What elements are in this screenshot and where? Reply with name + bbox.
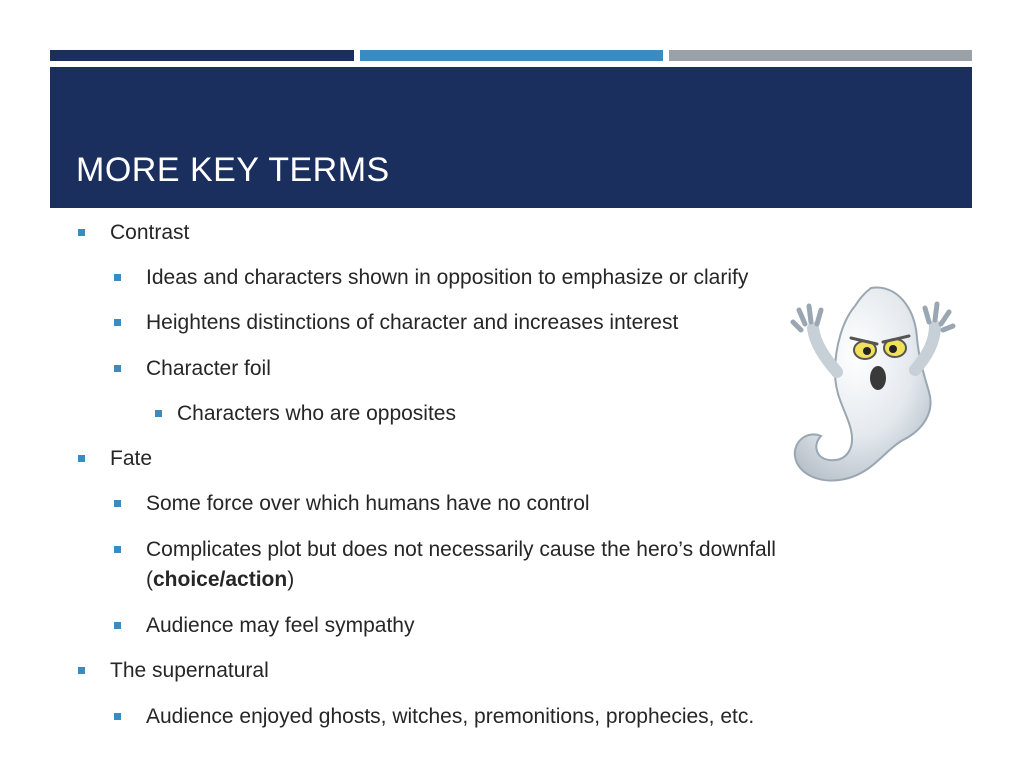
bullet-text: Character foil: [146, 357, 271, 380]
bullet-marker: [114, 365, 121, 372]
bullet-text: Complicates plot but does not necessarily cause the hero’s downfall (: [146, 538, 776, 591]
bullet-item-contrast: [110, 218, 189, 248]
bullet-marker: [114, 546, 121, 553]
bullet-marker: [114, 500, 121, 507]
bullet-marker: [78, 455, 85, 462]
bullet-marker: [114, 713, 121, 720]
bullet-text: The supernatural: [110, 659, 269, 682]
bullet-text: Audience enjoyed ghosts, witches, premonitions, prophecies, etc.: [146, 705, 755, 728]
bullet-text: Ideas and characters shown in opposition to emphasize or clarify: [146, 266, 749, 289]
bullet-item: [177, 399, 456, 429]
bullet-marker: [114, 622, 121, 629]
bullet-item: [146, 354, 866, 384]
bullet-item: [146, 535, 866, 595]
bullet-item-fate: [110, 444, 152, 474]
slide-title: MORE KEY TERMS: [76, 151, 390, 189]
bullet-item-supernatural: [110, 656, 269, 686]
ghost-icon: [785, 280, 957, 485]
bullet-text: Characters who are opposites: [177, 402, 456, 425]
bullet-item: [146, 263, 866, 293]
bullet-marker: [78, 667, 85, 674]
bullet-text: Fate: [110, 447, 153, 470]
bullet-text: Contrast: [110, 221, 190, 244]
bullet-item: [146, 308, 866, 338]
bullet-item: [146, 702, 866, 732]
bullet-marker: [114, 319, 121, 326]
bullet-marker: [155, 410, 162, 417]
bullet-text: Some force over which humans have no control: [146, 492, 590, 515]
bullet-text: Heightens distinctions of character and increases interest: [146, 311, 679, 334]
bullet-text-end: ): [287, 568, 295, 591]
bullet-marker: [78, 229, 85, 236]
bullet-text: Audience may feel sympathy: [146, 614, 415, 637]
bullet-text-bold: choice/action: [153, 568, 288, 591]
bullet-marker: [114, 274, 121, 281]
bullet-item: [146, 611, 866, 641]
bullet-item: [146, 489, 866, 519]
